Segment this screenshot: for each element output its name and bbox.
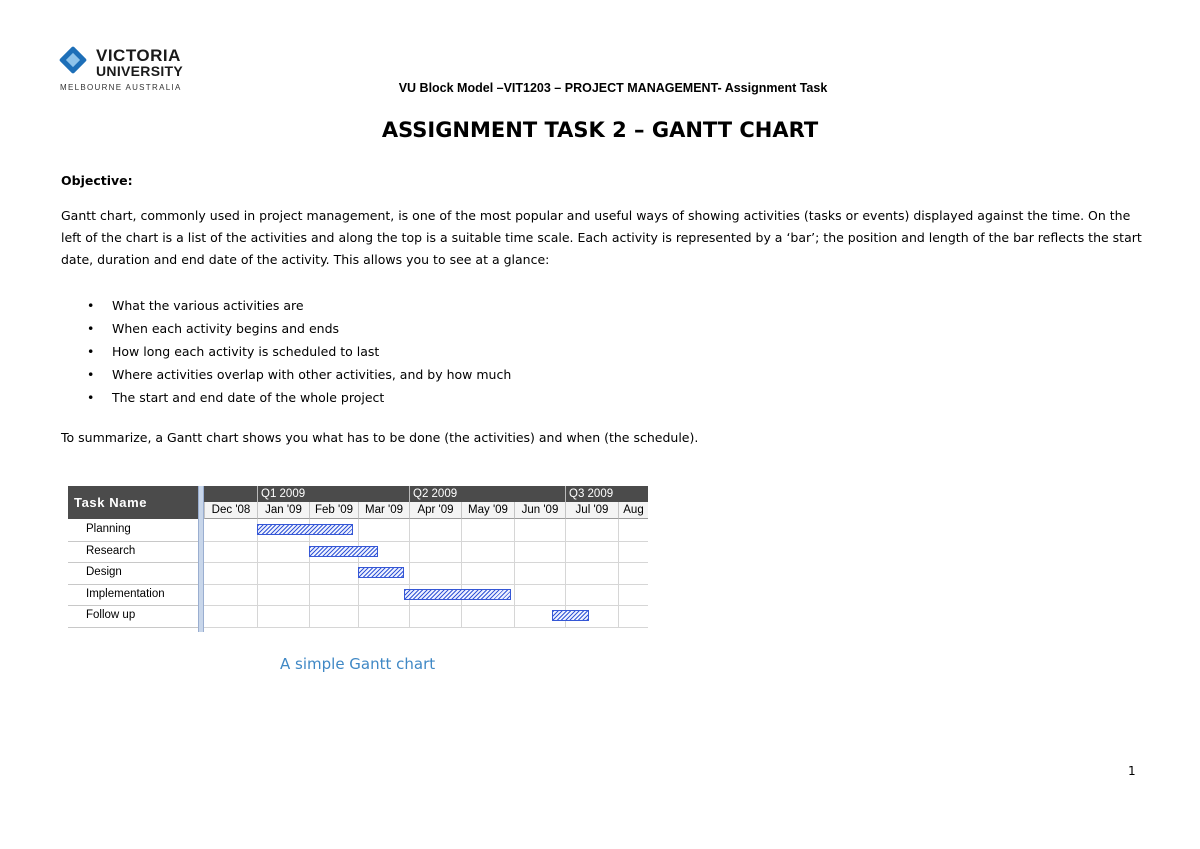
month-label: Jul '09 — [565, 502, 618, 519]
gantt-chart — [68, 486, 648, 632]
logo-diamond-icon — [59, 46, 87, 74]
quarter-header-row — [204, 486, 648, 502]
month-label: Aug — [618, 502, 648, 519]
row-divider — [204, 562, 648, 563]
row-divider — [204, 541, 648, 542]
list-item — [61, 317, 511, 340]
task-name: Planning — [86, 523, 131, 535]
list-item-text: What the various activities are — [112, 298, 304, 313]
month-label: Dec '08 — [204, 502, 257, 519]
list-item — [61, 363, 511, 386]
summary-paragraph: To summarize, a Gantt chart shows you what has to be done (the activities) and when (the schedule). — [61, 430, 699, 445]
list-item-text: The start and end date of the whole project — [112, 390, 385, 405]
month-gridline — [461, 519, 462, 627]
task-bar — [358, 567, 404, 578]
month-label: Jan '09 — [257, 502, 309, 519]
row-divider — [204, 627, 648, 628]
figure-caption: A simple Gantt chart — [280, 655, 436, 673]
month-gridline — [618, 519, 619, 627]
list-item-text: When each activity begins and ends — [112, 321, 340, 336]
page-title: ASSIGNMENT TASK 2 – GANTT CHART — [381, 118, 819, 142]
list-item — [61, 340, 511, 363]
row-divider — [204, 584, 648, 585]
list-item — [61, 294, 511, 317]
bullet-icon: • — [87, 321, 95, 336]
month-label: Mar '09 — [358, 502, 409, 519]
list-item — [61, 386, 511, 409]
month-label: May '09 — [461, 502, 514, 519]
month-gridline — [514, 519, 515, 627]
quarter-label: Q3 2009 — [565, 486, 648, 502]
logo-line-1: VICTORIA — [96, 46, 181, 65]
list-item-text: How long each activity is scheduled to last — [112, 344, 380, 359]
month-gridline — [409, 519, 410, 627]
document-header: VU Block Model –VIT1203 – PROJECT MANAGEMENT- Assignment Task — [398, 81, 828, 95]
task-name: Implementation — [86, 587, 165, 600]
bullet-icon: • — [87, 344, 95, 359]
month-label: Jun '09 — [514, 502, 565, 519]
task-name-header: Task Name — [68, 486, 198, 519]
logo-line-2: UNIVERSITY — [96, 63, 184, 79]
month-gridline — [257, 519, 258, 627]
month-label: Apr '09 — [409, 502, 461, 519]
bullet-icon: • — [87, 298, 95, 313]
logo-line-3: MELBOURNE AUSTRALIA — [60, 83, 182, 92]
task-bar — [404, 589, 511, 600]
objective-paragraph: Gantt chart, commonly used in project management, is one of the most popular and useful ways of showing activities (tasks or events) displayed against the time. On the left of the chart is a list of the activities and along the top is a suitable time scale. Each activity is represented by a ‘bar’; the position and length of the bar reflects the start date, duration and end date of the activity. This allows you to see at a glance: — [61, 208, 1142, 267]
task-bar — [309, 546, 378, 557]
task-name: Research — [86, 544, 136, 557]
objective-heading: Objective: — [61, 173, 133, 188]
page-number: 1 — [1128, 764, 1136, 778]
task-bar — [257, 524, 353, 535]
list-item-text: Where activities overlap with other activities, and by how much — [112, 367, 512, 382]
bullet-icon: • — [87, 367, 95, 382]
month-gridline — [309, 519, 310, 627]
task-bar — [552, 610, 589, 621]
task-name: Follow up — [86, 609, 136, 622]
quarter-label: Q1 2009 — [257, 486, 409, 502]
bullet-icon: • — [87, 390, 95, 405]
row-divider — [204, 605, 648, 606]
task-row-divider — [68, 627, 198, 628]
bullet-list — [61, 294, 511, 409]
task-name: Design — [86, 566, 122, 579]
quarter-label: Q2 2009 — [409, 486, 565, 502]
month-label: Feb '09 — [309, 502, 358, 519]
